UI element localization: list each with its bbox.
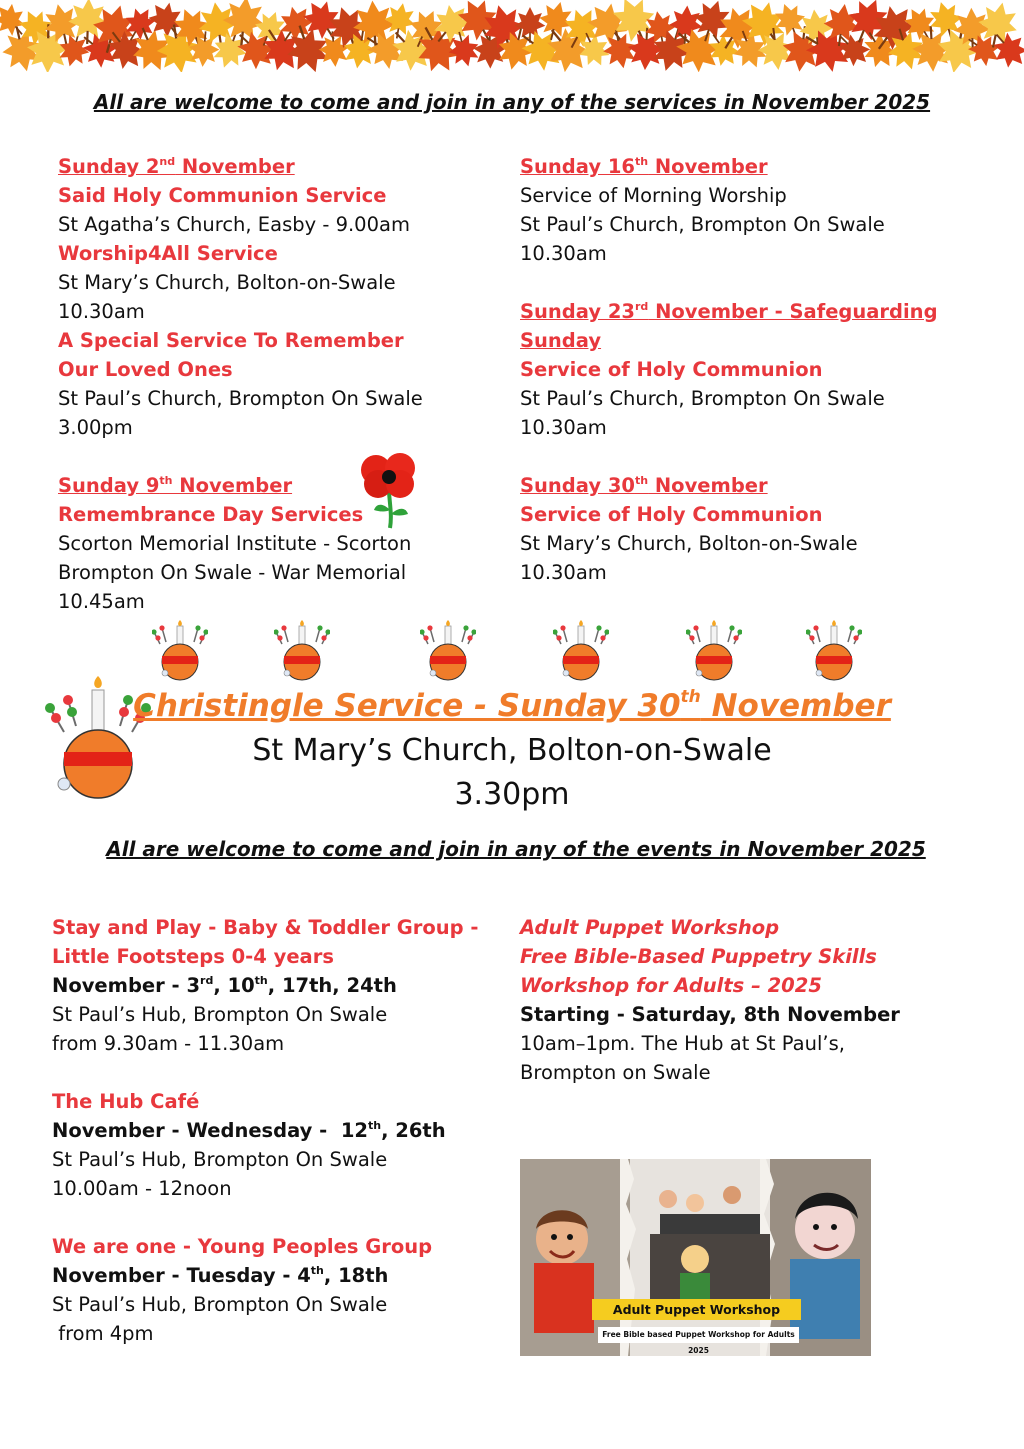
service-time: 10.30am [58,300,145,323]
service-title: Worship4All Service [58,242,278,265]
event-title: Adult Puppet Workshop [520,916,780,939]
event-title: Stay and Play - Baby & Toddler Group - [52,916,479,939]
service-detail: St Agatha’s Church, Easby - 9.00am [58,213,410,236]
event-title: Free Bible-Based Puppetry Skills [520,945,877,968]
service-title: Remembrance Day Services [58,503,364,526]
event-title: Workshop for Adults – 2025 [520,974,822,997]
service-date: Sunday 23rd November - Safeguarding [520,300,938,323]
service-sunday-30 [520,471,938,587]
service-title: Said Holy Communion Service [58,184,387,207]
events-left-column [52,913,479,1348]
event-time: from 4pm [52,1322,154,1345]
event-title: The Hub Café [52,1090,200,1113]
service-detail: St Mary’s Church, Bolton-on-Swale [520,532,858,555]
service-title: A Special Service To Remember [58,329,404,352]
service-detail: St Mary’s Church, Bolton-on-Swale [58,271,396,294]
service-detail: St Paul’s Church, Brompton On Swale [58,387,423,410]
service-title: Service of Holy Communion [520,358,823,381]
event-dates: November - 3rd, 10th, 17th, 24th [52,974,397,997]
service-detail: St Paul’s Church, Brompton On Swale [520,213,885,236]
photo-banner: Adult Puppet Workshop [592,1299,801,1320]
event-title: Little Footsteps 0-4 years [52,945,334,968]
event-place: St Paul’s Hub, Brompton On Swale [52,1293,388,1316]
service-sunday-2 [58,152,423,442]
event-dates: November - Tuesday - 4th, 18th [52,1264,389,1287]
christingle-icon [420,618,476,682]
service-time: 10.30am [520,561,607,584]
photo-caption: Free Bible based Puppet Workshop for Adults 2025 [598,1327,799,1343]
service-date-continued: Sunday [520,329,602,352]
event-puppet-workshop [520,913,900,1087]
service-sunday-16 [520,152,938,268]
service-title: Service of Morning Worship [520,184,787,207]
services-left-column [58,152,423,616]
services-heading: All are welcome to come and join in any of the services in November 2025 [93,90,931,114]
service-date: Sunday 2nd November [58,155,295,178]
service-time: 3.00pm [58,416,133,439]
christingle-title: Christingle Service - Sunday 30th November [133,687,891,724]
service-detail: Scorton Memorial Institute - Scorton [58,532,412,555]
service-detail: St Paul’s Church, Brompton On Swale [520,387,885,410]
event-place: St Paul’s Hub, Brompton On Swale [52,1148,388,1171]
service-date: Sunday 9th November [58,474,293,497]
service-date: Sunday 16th November [520,155,768,178]
event-hub-cafe [52,1087,479,1203]
event-place: St Paul’s Hub, Brompton On Swale [52,1003,388,1026]
events-right-column [520,913,900,1087]
event-time: from 9.30am - 11.30am [52,1032,285,1055]
event-dates: Starting - Saturday, 8th November [520,1003,900,1026]
puppet-workshop-photo [520,1159,871,1356]
service-detail: Brompton On Swale - War Memorial [58,561,407,584]
event-time: 10.00am - 12noon [52,1177,232,1200]
christingle-icon [686,618,742,682]
services-right-column [520,152,938,587]
poppy-icon [356,448,422,530]
service-date: Sunday 30th November [520,474,768,497]
autumn-leaves-border [0,0,1024,72]
events-heading: All are welcome to come and join in any of the events in November 2025 [106,837,926,861]
christingle-time: 3.30pm [454,777,570,812]
christingle-icon [553,618,609,682]
service-title: Our Loved Ones [58,358,233,381]
event-dates: November - Wednesday - 12th, 26th [52,1119,446,1142]
christingle-location: St Mary’s Church, Bolton-on-Swale [252,733,772,768]
event-place: 10am–1pm. The Hub at St Paul’s, [520,1032,845,1055]
christingle-icon [806,618,862,682]
event-title: We are one - Young Peoples Group [52,1235,433,1258]
christingle-icon [152,618,208,682]
service-sunday-23 [520,297,938,442]
event-young-people [52,1232,479,1348]
service-time: 10.30am [520,242,607,265]
event-place: Brompton on Swale [520,1061,711,1084]
event-stay-and-play [52,913,479,1058]
service-time: 10.45am [58,590,145,613]
service-title: Service of Holy Communion [520,503,823,526]
christingle-icon [274,618,330,682]
service-time: 10.30am [520,416,607,439]
